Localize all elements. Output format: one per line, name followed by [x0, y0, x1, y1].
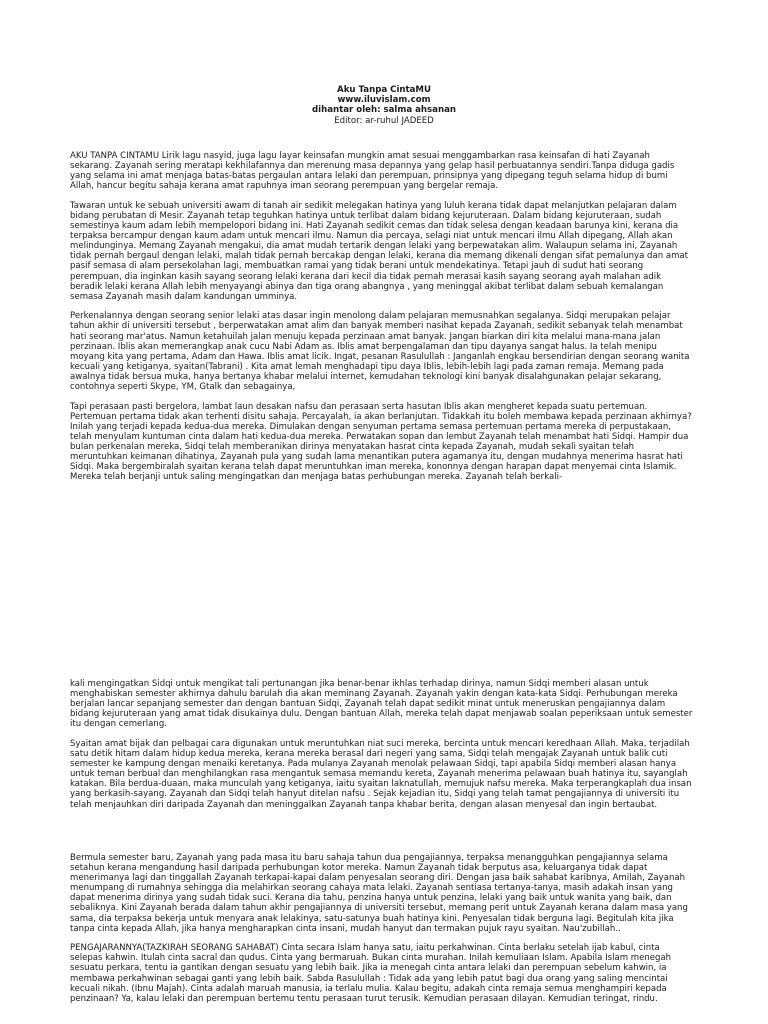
- document-header: [0, 85, 768, 126]
- editor-line: Editor: ar-ruhul JADEED: [334, 115, 434, 126]
- paragraph: Tawaran untuk ke sebuah universiti awam di tanah air sedikit melegakan hatinya yang luluh kerana tidak dapat melanjutkan pelajaran dalam bidang perubatan di Mesir. Zayanah tetap teguhkan hatinya untuk terlibat dalam bidang kejuruteraan. Dalam bidang kejuruteraan, sudah semestinya kaum adam lebih mempelopori bidang ini. Hati Zayanah sedikit cemas dan tidak selesa dengan keadaan barunya kini, kerana dia terpaksa bercampur dengan kaum adam untuk mencari ilmu. Namun dia percaya, selagi niat untuk mencari ilmu Allah dipegang, Allah akan melindunginya. Memang Zayanah mengakui, dia amat mudah tertarik dengan lelaki yang berpewatakan alim. Walaupun selama ini, Zayanah tidak pernah bergaul dengan lelaki, malah tidak pernah bercakap dengan lelaki, kerana dia memang dikenali dengan sifat pemalunya dan amat pasif semasa di alam persekolahan lagi, membuatkan ramai yang tidak berani untuk mendekatinya. Tetapi jauh di sudut hati seorang perempuan, dia inginkan kasih sayang seorang lelaki kerana dari kecil dia tidak pernah merasai kasih sayang seorang ayah malahan adik beradik lelaki kerana Allah lebih menyayangi abinya dan tiga orang abangnya , yang meninggal akibat terlibat dalam sebuah kemalangan semasa Zayanah masih dalam kandungan umminya.: [70, 200, 688, 302]
- paragraph: Bermula semester baru, Zayanah yang pada masa itu baru sahaja tahun dua pengajiannya, terpaksa menangguhkan pengajiannya selama setahun kerana mengandung hasil daripada perhubungan kotor mereka. Namun Zayanah tidak berputus asa, keluarganya tidak dapat menerimanya lagi dan tinggallah Zayanah terkapai-kapai dalam penyesalan seorang diri. Dengan jasa baik sahabat karibnya, Amilah, Zayanah menumpang di rumahnya sehingga dia melahirkan seorang cahaya mata lelaki. Zayanah sentiasa tertanya-tanya, masih adakah insan yang dapat menerima dirinya yang sudah tidak suci. Kerana dia tahu, penzina hanya untuk penzina, lelaki yang baik untuk wanita yang baik, dan sebaliknya. Kini Zayanah berada dalam tahun akhir pengajiannya di universiti tersebut, memang perit untuk Zayanah kerana dalam masa yang sama, dia terpaksa bekerja untuk menyara anak lelakinya, satu-satunya buah hatinya kini. Penyesalan tidak berguna lagi. Begitulah kita jika tanpa cinta kepada Allah, jika hanya mengharapkan cinta insani, mudah hanyut dan termakan pujuk rayu syaitan. Nau'zubillah..: [70, 853, 688, 934]
- source-website: www.iluvislam.com: [337, 95, 431, 106]
- paragraph: AKU TANPA CINTAMU Lirik lagu nasyid, juga lagu layar keinsafan mungkin amat sesuai menggambarkan rasa keinsafan di hati Zayanah sekarang. Zayanah sering meratapi kekhilafannya dan merenung masa depannya yang gelap hasil perbuatannya sendiri.Tanpa diduga gadis yang selama ini amat menjaga batas-batas pergaulan antara lelaki dan perempuan, prinsipnya yang dipegang teguh selama hidup di bumi Allah, hancur begitu sahaja kerana amat rapuhnya iman seorang perempuan yang bergelar remaja.: [70, 151, 675, 192]
- paragraph: PENGAJARANNYA(TAZKIRAH SEORANG SAHABAT) Cinta secara Islam hanya satu, iaitu perkahwinan. Cinta berlaku setelah ijab kabul, cinta selepas kahwin. Itulah cinta sacral dan qudus. Cinta yang bermaruah. Bukan cinta murahan. Inilah kemuliaan Islam. Apabila Islam menegah sesuatu perkara, tentu ia gantikan dengan sesuatu yang lebih baik. Jika ia menegah cinta antara lelaki dan perempuan sebelum kahwin, ia membawa perkahwinan sebagai ganti yang lebih baik. Sabda Rasulullah : Tidak ada yang lebih patut bagi dua orang yang saling mencintai kecuali nikah. (Ibnu Majah). Cinta adalah maruah manusia, ia terlalu mulia. Kalau begitu, adakah cinta remaja semua menghampiri kepada penzinaan? Ya, kalau lelaki dan perempuan bertemu tentu perasaan turut terusik. Kemudian perasaan dilayan. Kemudian teringat, rindu.: [70, 943, 672, 1004]
- paragraph: Tapi perasaan pasti bergelora, lambat laun desakan nafsu dan perasaan serta hasutan Iblis akan mengheret kepada suatu pertemuan. Pertemuan pertama tidak akan terhenti disitu sahaja. Percayalah, ia akan berlanjutan. Tidakkah itu boleh membawa kepada perzinaan akhirnya? Inilah yang terjadi kepada kedua-dua mereka. Dimulakan dengan senyuman pertama semasa pertemuan pertama mereka di perpustakaan, telah menyulam kuntuman cinta dalam hati kedua-dua mereka. Perwatakan sopan dan lembut Zayanah telah menambat hati Sidqi. Hampir dua bulan perkenalan mereka, Sidqi telah memberanikan dirinya menyatakan hasrat cinta kepada Zayanah, mudah sekali syaitan telah meruntuhkan keimanan dihatinya, Zayanah pula yang sudah lama menantikan putera agamanya itu, dengan mudahnya menerima hasrat hati Sidqi. Maka bergembiralah syaitan kerana telah dapat meruntuhkan iman mereka, kononnya dengan harapan dapat menyemai cinta Islamik. Mereka telah berjanji untuk saling mengingatkan dan menjaga batas perhubungan mereka. Zayanah telah berkali-: [70, 401, 692, 483]
- author-line: dihantar oleh: salma ahsanan: [312, 105, 456, 116]
- paragraph: Perkenalannya dengan seorang senior lelaki atas dasar ingin menolong dalam pelajaran memusnahkan segalanya. Sidqi merupakan pelajar tahun akhir di universiti tersebut , berperwatakan amat alim dan banyak memberi nasihat kepada Zayanah, sedikit sebanyak telah menambat hati seorang mar'atus. Namun ketahuilah jalan menuju kepada perzinaan amat banyak. Jangan biarkan diri kita melalui mana-mana jalan perzinaan. Iblis akan memerangkap anak cucu Nabi Adam as. Iblis amat berpengalaman dan tipu dayanya sangat halus. Ia telah menipu moyang kita yang pertama, Adam dan Hawa. Iblis amat licik. Ingat, pesanan Rasulullah : Janganlah engkau bersendirian dengan seorang wanita kecuali yang ketiganya, syaitan(Tabrani) . Kita amat lemah menghadapi tipu daya Iblis, lebih-lebih lagi pada zaman remaja. Memang pada awalnya tidak bersua muka, hanya bertanya khabar melalui internet, kemudahan teknologi kini banyak disalahgunakan pelajar sekarang, contohnya seperti Skype, YM, Gtalk dan sebagainya,: [70, 311, 690, 392]
- paragraph: kali mengingatkan Sidqi untuk mengikat tali pertunangan jika benar-benar ikhlas terhadap dirinya, namun Sidqi memberi alasan untuk menghabiskan semester akhirnya dahulu barulah dia akan meminang Zayanah. Zayanah yakin dengan kata-kata Sidqi. Perhubungan mereka berjalan lancar sepanjang semester dan dengan bantuan Sidqi, Zayanah telah dapat sedikit minat untuk meneruskan pengajiannya dalam bidang kejuruteraan yang amat tidak disukainya dulu. Dengan bantuan Allah, mereka telah dapat menjawab soalan peperiksaan untuk semester itu dengan cemerlang.: [70, 679, 693, 730]
- page-one-body: [70, 151, 694, 482]
- page-two-body-bottom: [70, 853, 694, 1004]
- document-title: Aku Tanpa CintaMU: [337, 85, 431, 95]
- paragraph: Syaitan amat bijak dan pelbagai cara digunakan untuk meruntuhkan niat suci mereka, bercinta untuk mencari keredhaan Allah. Maka, terjadilah satu detik hitam dalam hidup kedua mereka, kerana mereka berasal dari negeri yang sama, Sidqi telah mengajak Zayanah untuk balik cuti semester ke kampung dengan menaiki keretanya. Pada mulanya Zayanah menolak pelawaan Sidqi, tapi apabila Sidqi memberi alasan hanya untuk teman berbual dan menghilangkan rasa mengantuk semasa memandu kereta, Zayanah menerima pelawaan buah hatinya itu, sayanglah katakan. Bila berdua-duaan, maka munculah yang ketiganya, iaitu syaitan laknatullah, memujuk nafsu mereka. Maka terperangkaplah dua insan yang berkasih-sayang. Zayanah dan Sidqi telah hanyut ditelan nafsu . Sejak kejadian itu, Sidqi yang telah tamat pengajiannya di universiti itu telah menjauhkan diri daripada Zayanah dan meninggalkan Zayanah tanpa khabar berita, dengan alasan menyesal dan ingin bertaubat.: [70, 738, 692, 810]
- page-two-body-top: [70, 679, 694, 810]
